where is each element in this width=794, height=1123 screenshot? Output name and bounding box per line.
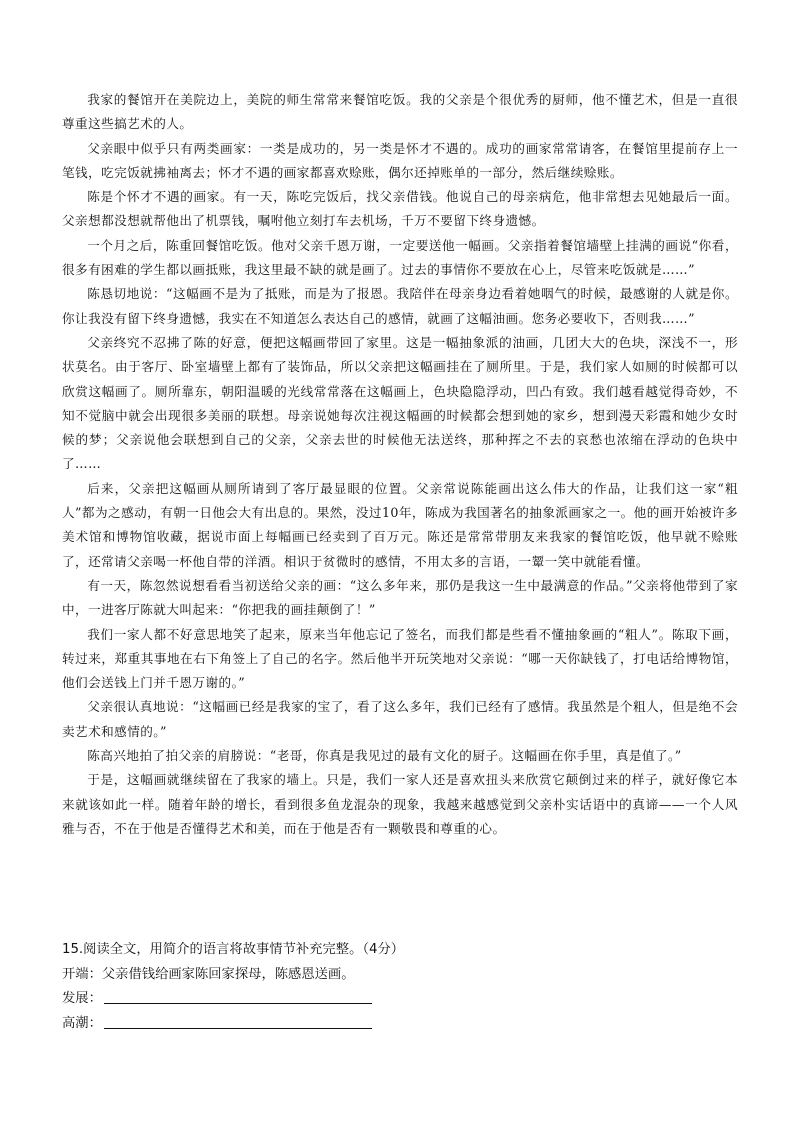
climax-answer-blank[interactable] xyxy=(104,1014,372,1029)
question-prompt: 15.阅读全文，用简介的语言将故事情节补充完整。（4分） xyxy=(62,942,405,957)
question-15 xyxy=(62,938,738,1036)
paragraph: 父亲很认真地说：“这幅画已经是我家的宝了，看了这么多年，我们已经有了感情。我虽然是个粗人，但是绝不会卖艺术和感情的。” xyxy=(62,699,738,739)
paragraph: 于是，这幅画就继续留在了我家的墙上。只是，我们一家人还是喜欢扭头来欣赏它颠倒过来的样子，就好像它本来就该如此一样。随着年龄的增长，看到很多鱼龙混杂的现象，我越来越感觉到父亲朴实话语中的真谛——一个人风雅与否，不在于他是否懂得艺术和美，而在于他是否有一颗敬畏和尊重的心。 xyxy=(62,772,738,836)
climax-line xyxy=(62,1012,738,1037)
paragraph: 后来，父亲把这幅画从厕所请到了客厅最显眼的位置。父亲常说陈能画出这么伟大的作品，让我们这一家“粗人”都为之感动，有朝一日他会大有出息的。果然，没过10年，陈成为我国著名的抽象派画家之一。他的画开始被许多美术馆和博物馆收藏，据说市面上每幅画已经卖到了百万元。陈还是常常带朋友来我家的餐馆吃饭，他早就不赊账了，还常请父亲喝一杯他自带的洋酒。相识于贫微时的感情，不用太多的言语，一颦一笑中就能看懂。 xyxy=(62,480,739,569)
paragraph: 父亲终究不忍拂了陈的好意，便把这幅画带回了家里。这是一幅抽象派的油画，几团大大的色块，深浅不一，形状莫名。由于客厅、卧室墙壁上都有了装饰品，所以父亲把这幅画挂在了厕所里。于是，我们家人如厕的时候都可以欣赏这幅画了。厕所靠东，朝阳温暖的光线常常落在这幅画上，色块隐隐浮动，凹凸有致。我们越看越觉得奇妙，不知不觉脑中就会出现很多美丽的联想。母亲说她每次注视这幅画的时候都会想到她的家乡，想到漫天彩霞和她少女时候的梦；父亲说他会联想到自己的父亲，父亲去世的时候他无法送终，那种挥之不去的哀愁也浓缩在浮动的色块中了…… xyxy=(62,334,738,472)
paragraph: 陈是个怀才不遇的画家。有一天，陈吃完饭后，找父亲借钱。他说自己的母亲病危，他非常想去见她最后一面。父亲想都没想就帮他出了机票钱，嘱咐他立刻打车去机场，千万不要留下终身遗憾。 xyxy=(62,189,738,229)
paragraph: 一个月之后，陈重回餐馆吃饭。他对父亲千恩万谢，一定要送他一幅画。父亲指着餐馆墙壁上挂满的画说“你看，很多有困难的学生都以画抵账，我这里最不缺的就是画了。过去的事情你不要放在心上，尽管来吃饭就是……” xyxy=(62,237,738,278)
opening-label: 开端： xyxy=(62,966,102,982)
paragraph: 陈恳切地说：“这幅画不是为了抵账，而是为了报恩。我陪伴在母亲身边看着她咽气的时候，最感谢的人就是你。你让我没有留下终身遗憾，我实在不知道怎么表达自己的感情，就画了这幅油画。您务必要收下，否则我……” xyxy=(62,286,738,326)
opening-text: 父亲借钱给画家陈回家探母，陈感恩送画。 xyxy=(101,966,355,982)
development-answer-blank[interactable] xyxy=(104,989,372,1004)
development-label: 发展： xyxy=(62,991,102,1007)
development-line xyxy=(62,987,738,1012)
paragraph: 我家的餐馆开在美院边上，美院的师生常常来餐馆吃饭。我的父亲是个很优秀的厨师，他不懂艺术，但是一直很尊重这些搞艺术的人。 xyxy=(62,92,738,132)
paragraph: 陈高兴地拍了拍父亲的肩膀说：“老哥，你真是我见过的最有文化的厨子。这幅画在你手里，真是值了。” xyxy=(87,748,682,764)
paragraph: 父亲眼中似乎只有两类画家：一类是成功的，另一类是怀才不遇的。成功的画家常常请客，在餐馆里提前存上一笔钱，吃完饭就拂袖离去；怀才不遇的画家都喜欢赊账，偶尔还掉账单的一部分，然后继续赊账。 xyxy=(62,140,738,180)
article-body xyxy=(62,88,738,841)
paragraph: 有一天，陈忽然说想看看当初送给父亲的画：“这么多年来，那仍是我这一生中最满意的作品。”父亲将他带到了家中，一进客厅陈就大叫起来：“你把我的画挂颠倒了！” xyxy=(62,577,738,618)
opening-line xyxy=(62,963,738,988)
paragraph: 我们一家人都不好意思地笑了起来，原来当年他忘记了签名，而我们都是些看不懂抽象画的“粗人”。陈取下画，转过来，郑重其事地在右下角签上了自己的名字。然后他半开玩笑地对父亲说：“哪一天你缺钱了，打电话给博物馆，他们会送钱上门并千恩万谢的。” xyxy=(62,626,738,691)
climax-label: 高潮： xyxy=(62,1015,102,1031)
